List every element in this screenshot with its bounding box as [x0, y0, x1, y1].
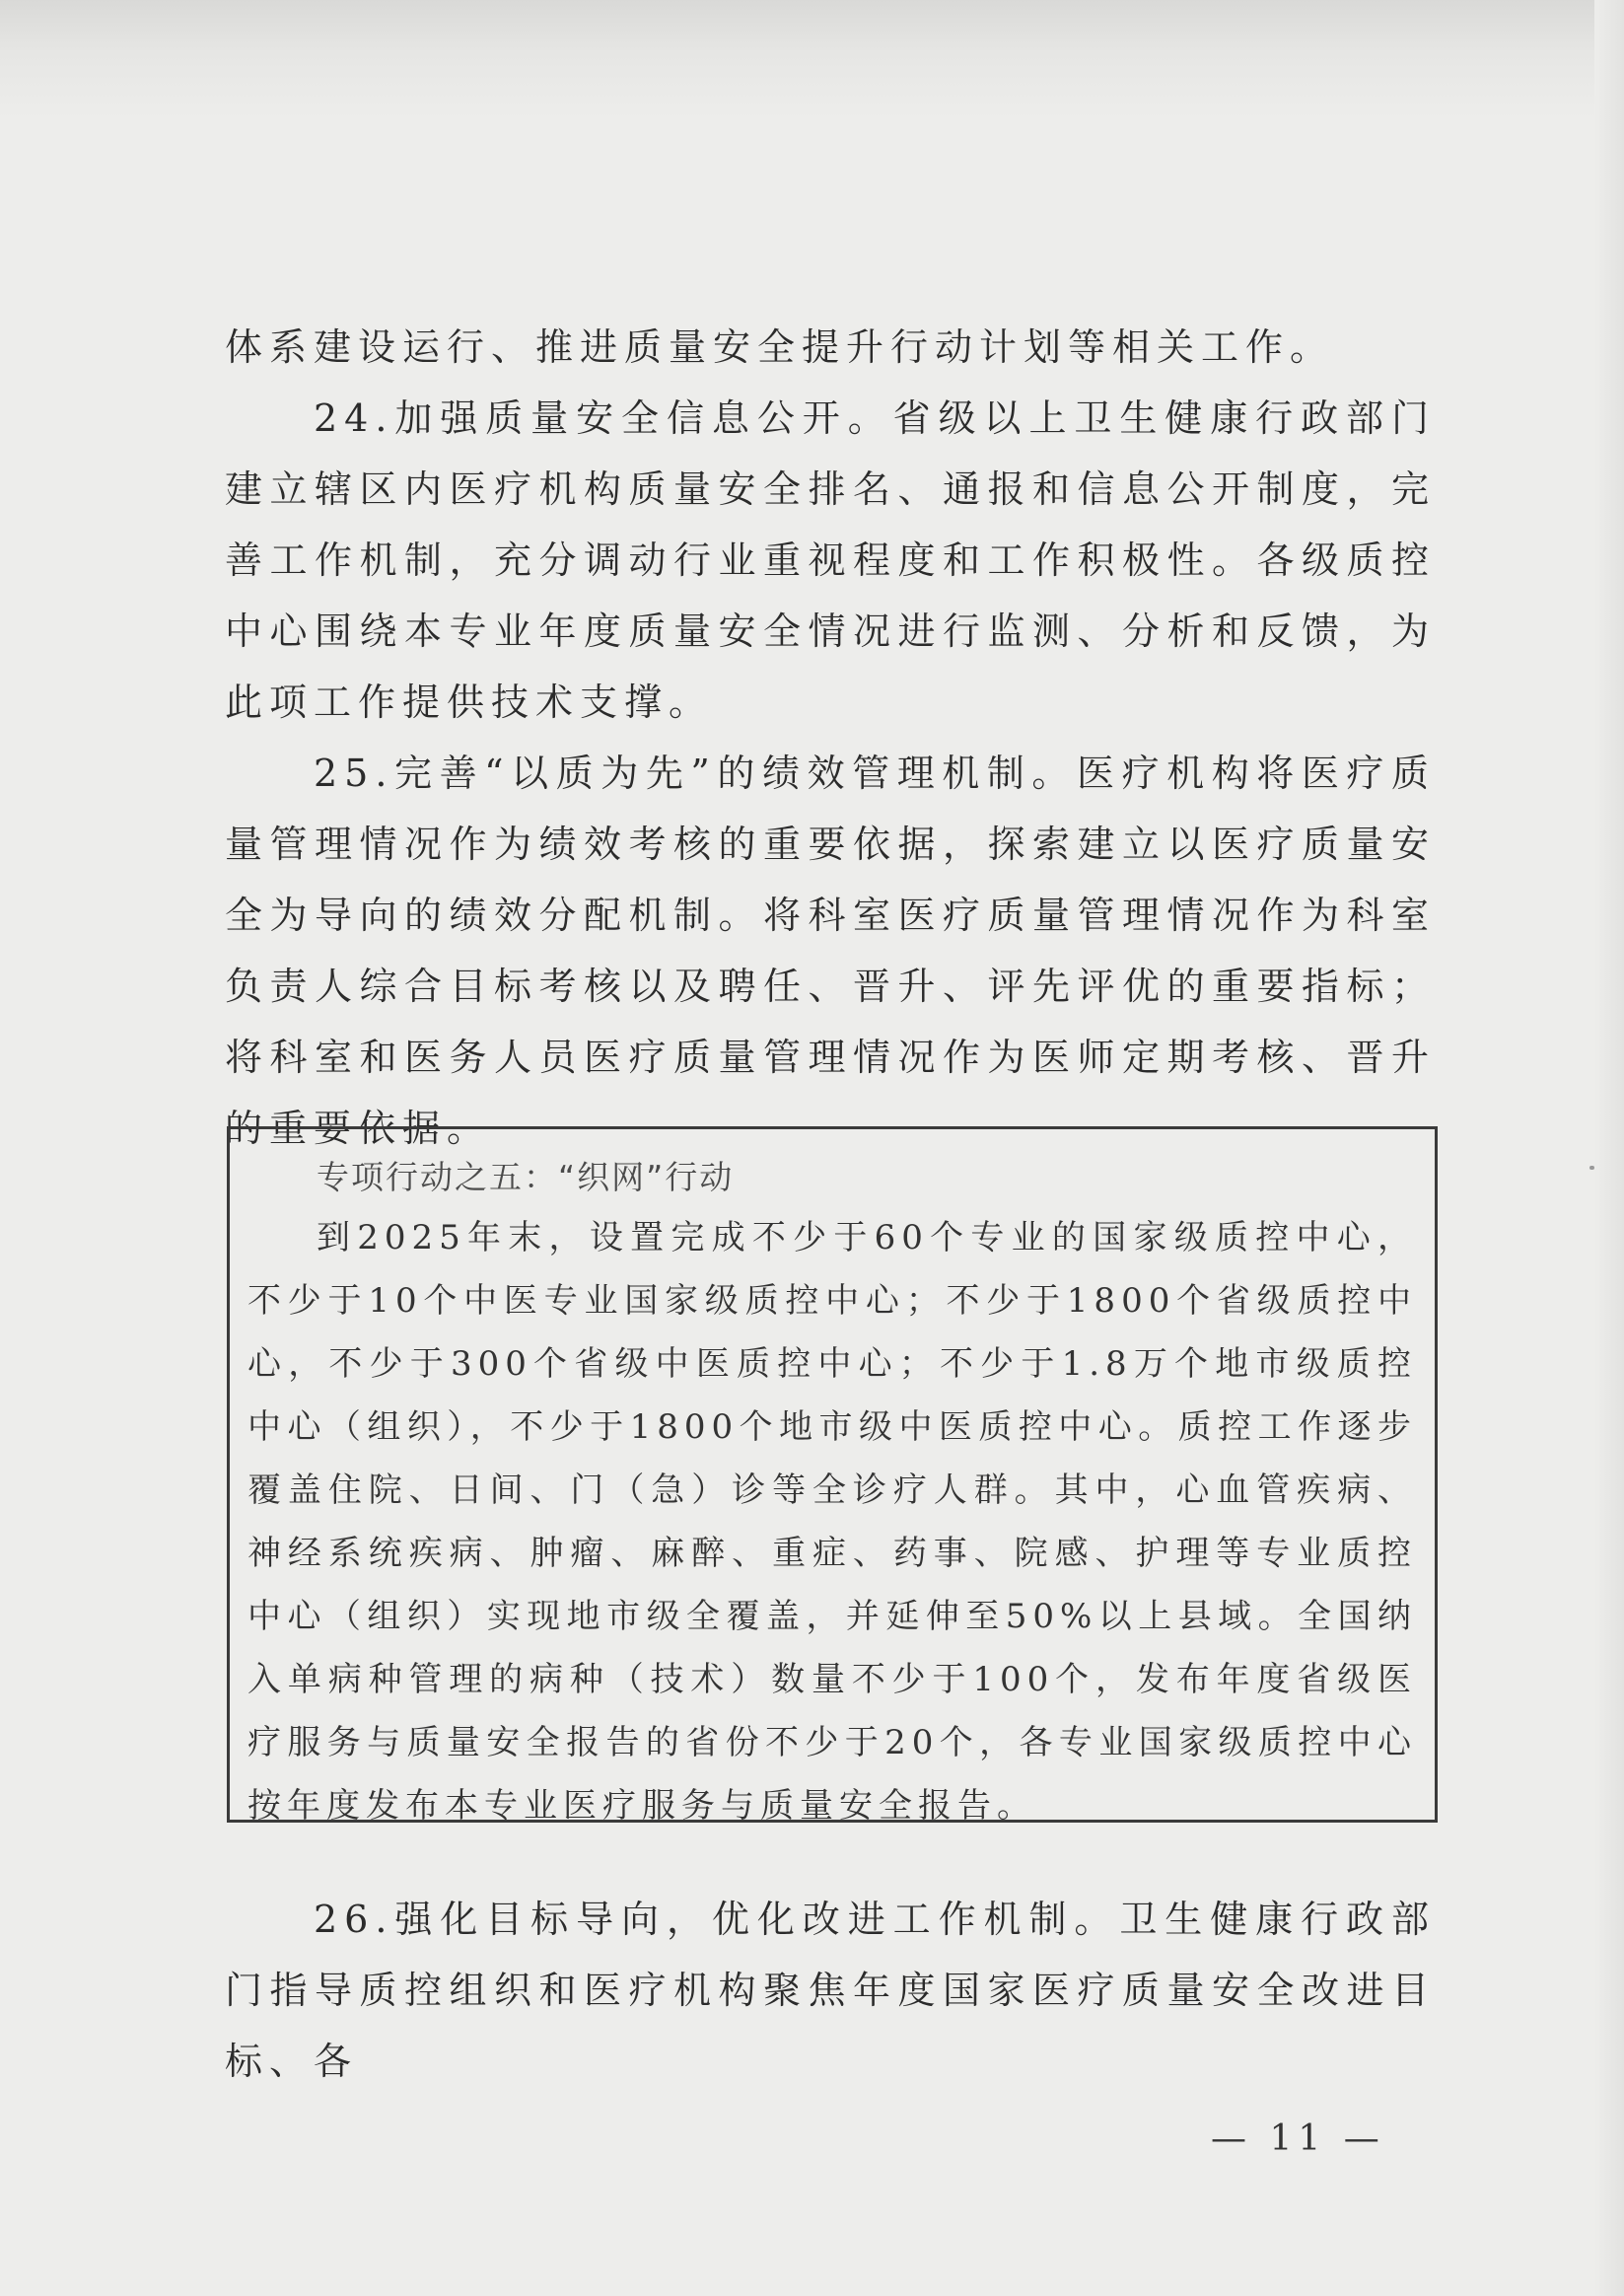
paragraph-26-goal-orientation: 26.强化目标导向，优化改进工作机制。卫生健康行政部门指导质控组织和医疗机构聚焦年度国家医疗质量安全改进目标、各 — [225, 1898, 1436, 2083]
scan-speck — [1589, 1166, 1594, 1170]
paragraph-25-performance-management: 25.完善“以质为先”的绩效管理机制。医疗机构将医疗质量管理情况作为绩效考核的重要依据，探索建立以医疗质量安全为导向的绩效分配机制。将科室医疗质量管理情况作为科室负责人综合目标考核以及聘任、晋升、评先评优的重要指标；将科室和医务人员医疗质量管理情况作为医师定期考核、晋升的重要依据。 — [225, 752, 1436, 1150]
page-number: — 11 — — [1211, 2118, 1385, 2159]
special-action-title: 专项行动之五：“织网”行动 — [317, 1158, 735, 1196]
scan-shadow-top — [0, 0, 1624, 118]
paragraph-continuation: 体系建设运行、推进质量安全提升行动计划等相关工作。 — [225, 325, 1335, 369]
scan-shadow-right — [1594, 0, 1624, 2296]
paragraph-24-information-disclosure: 24.加强质量安全信息公开。省级以上卫生健康行政部门建立辖区内医疗机构质量安全排名、通报和信息公开制度，完善工作机制，充分调动行业重视程度和工作积极性。各级质控中心围绕本专业年度质量安全情况进行监测、分析和反馈，为此项工作提供技术支撑。 — [225, 396, 1436, 724]
special-action-box — [227, 1126, 1438, 1826]
special-action-body: 到2025年末，设置完成不少于60个专业的国家级质控中心，不少于10个中医专业国家级质控中心；不少于1800个省级质控中心，不少于300个省级中医质控中心；不少于1.8万个地市级质控中心（组织），不少于1800个地市级中医质控中心。质控工作逐步覆盖住院、日间、门（急）诊等全诊疗人群。其中，心血管疾病、神经系统疾病、肿瘤、麻醉、重症、药事、院感、护理等专业质控中心（组织）实现地市级全覆盖，并延伸至50%以上县域。全国纳入单病种管理的病种（技术）数量不少于100个，发布年度省级医疗服务与质量安全报告的省份不少于20个，各专业国家级质控中心按年度发布本专业医疗服务与质量安全报告。 — [247, 1218, 1417, 1826]
